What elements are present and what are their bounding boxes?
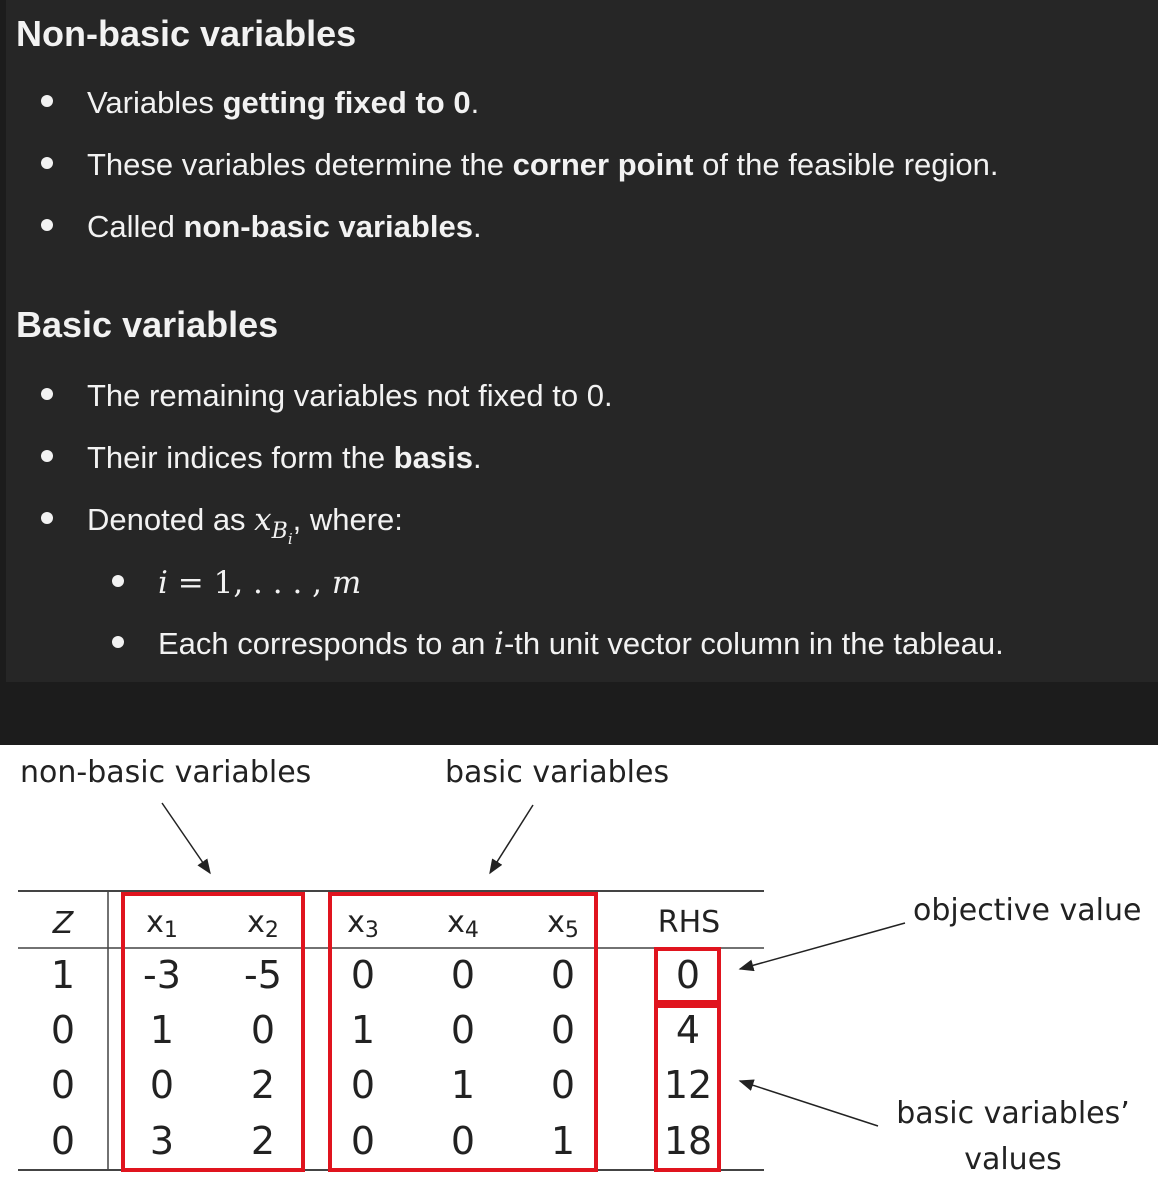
table-cell: 0 [149, 1063, 175, 1107]
arrow-basic-values [740, 1081, 878, 1126]
list-item [87, 211, 482, 242]
table-cell: 1 [550, 1119, 576, 1163]
table-cell: 0 [550, 1063, 576, 1107]
arrow-objective [740, 923, 905, 969]
table-cell: 2 [250, 1119, 276, 1163]
list-item-text: Variables [87, 85, 223, 120]
arrow-basic [490, 805, 533, 873]
list-item-bold: getting fixed to 0 [222, 85, 471, 120]
label-basic-values: basic variables’ [896, 1096, 1130, 1131]
list-item-text: . [472, 440, 482, 475]
table-cell: 4 [675, 1008, 701, 1052]
table-cell: 0 [50, 1119, 76, 1163]
list-item-text: The remaining variables not fixed to 0. [87, 378, 613, 413]
list-item-text: Called [87, 209, 184, 244]
table-body [51, 953, 712, 1163]
list-item-text: Their indices form the [87, 440, 394, 475]
table-cell: 12 [663, 1063, 713, 1107]
math-xbi: $x_{B_i}$ [254, 502, 293, 548]
bullet-icon [41, 95, 53, 107]
table-cell: 0 [450, 1119, 476, 1163]
nonbasic-heading: Non-basic variables [16, 13, 357, 54]
table-cell: 1 [149, 1008, 175, 1052]
list-item-text: Denoted as [87, 502, 255, 537]
table-cell: -3 [143, 953, 181, 997]
list-item-bold: corner point [512, 147, 694, 182]
list-item-text: of the feasible region. [693, 147, 999, 182]
table-cell: 2 [250, 1063, 276, 1107]
table-cell: 0 [350, 1063, 376, 1107]
bullet-icon [41, 388, 53, 400]
header-z: Z [52, 906, 74, 941]
sub-list-item [158, 567, 361, 599]
bullet-icon [41, 450, 53, 462]
table-cell: 3 [149, 1119, 175, 1163]
arrow-nonbasic [162, 803, 210, 873]
table-cell: 0 [350, 953, 376, 997]
list-item [87, 502, 403, 548]
bullet-icon [41, 512, 53, 524]
table-cell: 1 [350, 1008, 376, 1052]
list-item-bold: basis [393, 440, 473, 475]
list-item-text: . [472, 209, 482, 244]
list-item-text: , where: [292, 502, 403, 537]
header-x4: x4 [447, 905, 479, 943]
simplex-tableau-figure [0, 745, 1158, 1194]
list-item [87, 380, 613, 411]
math-range: i = 1, . . . , m [158, 565, 362, 601]
label-basic: basic variables [445, 755, 670, 790]
table-cell: 0 [450, 953, 476, 997]
list-item [87, 87, 479, 118]
table-cell: 0 [50, 1008, 76, 1052]
list-item-bold: non-basic variables [183, 209, 473, 244]
tableau-svg [0, 745, 1158, 1194]
table-cell: 1 [450, 1063, 476, 1107]
list-item-text: Each corresponds to an [158, 626, 495, 661]
bullet-icon [112, 575, 124, 587]
sub-list-item [158, 628, 1004, 660]
label-objective: objective value [913, 893, 1142, 928]
bullet-icon [41, 219, 53, 231]
table-cell: 0 [450, 1008, 476, 1052]
header-x5: x5 [547, 905, 579, 943]
basic-heading: Basic variables [16, 304, 279, 345]
header-x2: x2 [247, 905, 279, 943]
math-i: i [494, 626, 504, 662]
list-item [87, 149, 999, 180]
table-cell: 0 [675, 953, 701, 997]
table-cell: 0 [50, 1063, 76, 1107]
bullet-icon [112, 636, 124, 648]
table-cell: 0 [550, 1008, 576, 1052]
list-item [87, 442, 482, 473]
list-item-text: These variables determine the [87, 147, 513, 182]
list-item-text: -th unit vector column in the tableau. [503, 626, 1004, 661]
list-item-text: . [470, 85, 480, 120]
table-cell: -5 [244, 953, 282, 997]
header-rhs: RHS [657, 905, 721, 940]
table-cell: 1 [50, 953, 76, 997]
table-cell: 0 [250, 1008, 276, 1052]
label-basic-values: values [964, 1142, 1062, 1177]
header-x3: x3 [347, 905, 379, 943]
table-cell: 0 [350, 1119, 376, 1163]
table-cell: 18 [663, 1119, 713, 1163]
bullet-icon [41, 157, 53, 169]
header-x1: x1 [146, 905, 178, 943]
table-cell: 0 [550, 953, 576, 997]
label-nonbasic: non-basic variables [20, 755, 312, 790]
